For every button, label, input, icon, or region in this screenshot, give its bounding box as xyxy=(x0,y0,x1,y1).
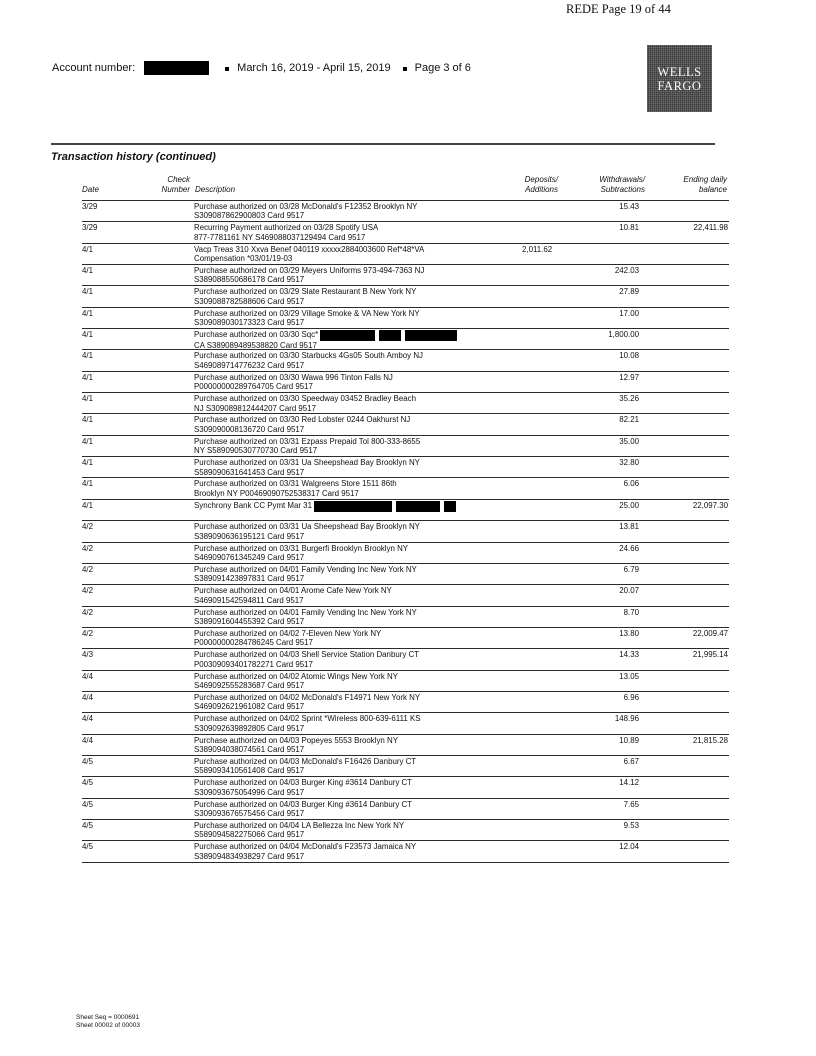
description-line-1-text: Purchase authorized on 03/30 Wawa 996 Tinton Falls NJ xyxy=(194,372,393,382)
row-date: 4/1 xyxy=(82,458,93,468)
row-withdrawal: 32.80 xyxy=(619,458,639,468)
table-row xyxy=(82,222,729,243)
table-row xyxy=(82,777,729,798)
table-row xyxy=(82,436,729,457)
row-date: 4/2 xyxy=(82,586,93,596)
row-withdrawal: 7.65 xyxy=(623,799,639,809)
row-date: 4/1 xyxy=(82,394,93,404)
row-withdrawal: 242.03 xyxy=(614,266,639,276)
table-row xyxy=(82,585,729,606)
description-line-1 xyxy=(194,223,494,232)
description-line-1 xyxy=(194,330,494,341)
row-withdrawal: 14.33 xyxy=(619,650,639,660)
section-title: Transaction history (continued) xyxy=(51,151,216,163)
row-description xyxy=(194,245,494,264)
description-line-1-text: Purchase authorized on 03/30 Sqc* xyxy=(194,330,319,340)
col-deposits-2: Additions xyxy=(525,185,558,194)
col-balance-1: Ending daily xyxy=(683,175,727,184)
description-line-2: S589093410561408 Card 9517 xyxy=(194,766,305,776)
description-line-1-text: Purchase authorized on 04/02 McDonald's F14971 New York NY xyxy=(194,692,421,702)
row-withdrawal: 8.70 xyxy=(623,607,639,617)
row-date: 4/3 xyxy=(82,650,93,660)
description-line-1-text: Purchase authorized on 04/03 Burger King #3614 Danbury CT xyxy=(194,799,413,809)
description-line-1 xyxy=(194,586,494,595)
row-date: 4/4 xyxy=(82,735,93,745)
row-description xyxy=(194,586,494,605)
description-line-2: S309093675054996 Card 9517 xyxy=(194,787,305,797)
description-line-2: Compensation *03/01/19-03 xyxy=(194,254,293,264)
row-date: 4/5 xyxy=(82,778,93,788)
row-date: 4/1 xyxy=(82,436,93,446)
row-description xyxy=(194,437,494,456)
table-row xyxy=(82,265,729,286)
row-withdrawal: 27.89 xyxy=(619,287,639,297)
row-withdrawal: 12.04 xyxy=(619,842,639,852)
row-description xyxy=(194,330,494,350)
description-line-1 xyxy=(194,544,494,553)
table-row xyxy=(82,841,729,862)
table-row xyxy=(82,350,729,371)
table-row xyxy=(82,200,729,222)
row-date: 4/1 xyxy=(82,244,93,254)
description-line-1-text: Purchase authorized on 03/28 McDonald's F12352 Brooklyn NY xyxy=(194,202,418,211)
description-line-1 xyxy=(194,351,494,360)
description-line-1 xyxy=(194,650,494,659)
bullet-icon xyxy=(225,67,229,71)
description-line-1-text: Purchase authorized on 04/02 Atomic Wings New York NY xyxy=(194,671,398,681)
row-withdrawal: 12.97 xyxy=(619,372,639,382)
description-line-1 xyxy=(194,415,494,424)
wells-fargo-logo xyxy=(647,45,712,112)
redaction-bar xyxy=(444,501,456,512)
row-date: 4/1 xyxy=(82,500,93,510)
table-row xyxy=(82,735,729,756)
description-line-2: S469092621961082 Card 9517 xyxy=(194,702,305,712)
row-withdrawal: 10.89 xyxy=(619,735,639,745)
table-header xyxy=(51,175,727,199)
row-withdrawal: 82.21 xyxy=(619,415,639,425)
description-line-2: S469091542594811 Card 9517 xyxy=(194,595,304,605)
table-row xyxy=(82,521,729,542)
description-line-1 xyxy=(194,757,494,766)
description-line-1-text: Purchase authorized on 03/30 Speedway 03452 Bradley Beach xyxy=(194,394,416,404)
description-line-1-text: Purchase authorized on 03/29 Slate Restaurant B New York NY xyxy=(194,287,417,297)
description-line-1 xyxy=(194,693,494,702)
row-description xyxy=(194,415,494,434)
description-line-1 xyxy=(194,522,494,531)
description-line-1-text: Purchase authorized on 03/31 Ua Sheepshead Bay Brooklyn NY xyxy=(194,458,420,468)
row-date: 4/4 xyxy=(82,692,93,702)
description-line-2: S389091604455392 Card 9517 xyxy=(194,616,305,626)
table-row xyxy=(82,286,729,307)
account-label: Account number: xyxy=(52,62,136,74)
redaction-bar xyxy=(379,330,401,341)
row-description xyxy=(194,522,494,541)
row-description xyxy=(194,479,494,498)
table-row xyxy=(82,372,729,393)
row-withdrawal: 14.12 xyxy=(619,778,639,788)
row-deposit: 2,011.62 xyxy=(522,244,553,254)
row-description xyxy=(194,821,494,840)
table-row xyxy=(82,713,729,734)
description-line-2: S469089714776232 Card 9517 xyxy=(194,360,305,370)
description-line-1 xyxy=(194,373,494,382)
logo-line-2: FARGO xyxy=(657,78,702,93)
description-line-2: Brooklyn NY P00469090752538317 Card 9517 xyxy=(194,488,359,498)
row-date: 4/5 xyxy=(82,756,93,766)
row-date: 4/5 xyxy=(82,799,93,809)
table-row xyxy=(82,649,729,670)
row-withdrawal: 15.43 xyxy=(619,202,639,211)
table-row xyxy=(82,329,729,350)
sheet-seq: Sheet Seq = 0000691 xyxy=(76,1014,140,1021)
description-line-1-text: Purchase authorized on 04/01 Arome Cafe New York NY xyxy=(194,586,392,596)
account-header xyxy=(52,61,471,75)
row-date: 4/2 xyxy=(82,564,93,574)
description-line-2: CA S389089489538820 Card 9517 xyxy=(194,341,317,351)
description-line-1-text: Purchase authorized on 03/29 Village Smoke & VA New York NY xyxy=(194,308,420,318)
table-row xyxy=(82,756,729,777)
logo-line-1: WELLS xyxy=(657,64,702,79)
description-line-1 xyxy=(194,629,494,638)
description-line-1-text: Purchase authorized on 04/04 LA Bellezza Inc New York NY xyxy=(194,820,405,830)
bullet-icon xyxy=(403,67,407,71)
row-description xyxy=(194,629,494,648)
row-description xyxy=(194,501,494,512)
row-withdrawal: 13.80 xyxy=(619,628,639,638)
col-balance-2: balance xyxy=(698,185,727,194)
row-date: 4/1 xyxy=(82,330,93,340)
row-date: 4/4 xyxy=(82,671,93,681)
description-line-1-text: Purchase authorized on 03/29 Meyers Uniforms 973-494-7363 NJ xyxy=(194,266,425,276)
col-withdrawals-2: Subtractions xyxy=(600,185,645,194)
description-line-2: S469092555283687 Card 9517 xyxy=(194,680,305,690)
row-description xyxy=(194,778,494,797)
description-line-1-text: Purchase authorized on 03/31 Ezpass Prepaid Tol 800-333-8655 xyxy=(194,436,421,446)
sheet-count: Sheet 00002 of 00003 xyxy=(76,1022,140,1029)
description-line-1 xyxy=(194,437,494,446)
description-line-1-text: Purchase authorized on 04/03 Burger King #3614 Danbury CT xyxy=(194,778,413,788)
description-line-1-text: Purchase authorized on 04/02 7-Eleven New York NY xyxy=(194,628,382,638)
row-balance: 22,097.30 xyxy=(692,500,728,510)
col-date: Date xyxy=(82,185,99,194)
row-withdrawal: 24.66 xyxy=(619,543,639,553)
redaction-bar xyxy=(405,330,457,341)
description-line-2: S309093676575456 Card 9517 xyxy=(194,809,305,819)
description-line-2: S589094582275066 Card 9517 xyxy=(194,830,305,840)
row-description xyxy=(194,693,494,712)
description-line-2: S389094038074561 Card 9517 xyxy=(194,745,305,754)
row-description xyxy=(194,266,494,285)
row-description xyxy=(194,373,494,392)
row-withdrawal: 35.26 xyxy=(619,394,639,404)
description-line-2: NJ S309089812444207 Card 9517 xyxy=(194,403,316,413)
redaction-bar xyxy=(396,501,440,512)
description-line-1 xyxy=(194,309,494,318)
description-line-1 xyxy=(194,736,494,745)
description-line-2: S309090008136720 Card 9517 xyxy=(194,424,305,434)
row-date: 4/1 xyxy=(82,372,93,382)
row-description xyxy=(194,800,494,819)
row-withdrawal: 35.00 xyxy=(619,436,639,446)
redaction-bar xyxy=(314,501,392,512)
row-description xyxy=(194,202,494,221)
row-date: 3/29 xyxy=(82,223,98,233)
row-date: 4/1 xyxy=(82,479,93,489)
row-balance: 21,815.28 xyxy=(692,735,728,745)
row-withdrawal: 25.00 xyxy=(619,500,639,510)
row-withdrawal: 1,800.00 xyxy=(608,330,639,340)
row-withdrawal: 13.81 xyxy=(619,522,639,532)
row-description xyxy=(194,223,494,242)
row-date: 4/1 xyxy=(82,308,93,318)
table-row xyxy=(82,414,729,435)
description-line-1 xyxy=(194,778,494,787)
description-line-1-text: Recurring Payment authorized on 03/28 Spotify USA xyxy=(194,223,379,233)
row-description xyxy=(194,458,494,477)
description-line-2: S309088782588606 Card 9517 xyxy=(194,296,305,306)
table-row xyxy=(82,607,729,628)
row-date: 4/2 xyxy=(82,628,93,638)
row-withdrawal: 17.00 xyxy=(619,308,639,318)
row-date: 4/1 xyxy=(82,266,93,276)
description-line-1 xyxy=(194,501,494,512)
row-description xyxy=(194,650,494,669)
description-line-2: S309087862900803 Card 9517 xyxy=(194,211,305,221)
description-line-1 xyxy=(194,608,494,617)
description-line-1-text: Purchase authorized on 04/03 Popeyes 5553 Brooklyn NY xyxy=(194,735,398,745)
sheet-footer xyxy=(76,1014,140,1030)
description-line-2: P00000000289764705 Card 9517 xyxy=(194,382,313,392)
rede-page-label: REDE Page 19 of 44 xyxy=(566,2,671,16)
description-line-2: S309089030173323 Card 9517 xyxy=(194,318,305,328)
row-withdrawal: 6.96 xyxy=(623,692,639,702)
description-line-2: P00000000284786245 Card 9517 xyxy=(194,638,313,648)
row-withdrawal: 13.05 xyxy=(619,671,639,681)
table-row xyxy=(82,564,729,585)
description-line-2: P00309093401782271 Card 9517 xyxy=(194,659,313,669)
statement-period: March 16, 2019 - April 15, 2019 xyxy=(237,62,391,74)
description-line-2: S389090636195121 Card 9517 xyxy=(194,531,305,541)
description-line-2: S389091423897831 Card 9517 xyxy=(194,574,305,584)
description-line-1-text: Purchase authorized on 04/04 McDonald's F23573 Jamaica NY xyxy=(194,842,417,852)
description-line-1-text: Purchase authorized on 04/01 Family Vending Inc New York NY xyxy=(194,564,417,574)
page-indicator: Page 3 of 6 xyxy=(414,62,471,74)
description-line-2: S389094834938297 Card 9517 xyxy=(194,851,305,861)
row-withdrawal: 10.08 xyxy=(619,351,639,361)
description-line-1 xyxy=(194,821,494,830)
row-description xyxy=(194,714,494,733)
description-line-1-text: Purchase authorized on 04/03 McDonald's F16426 Danbury CT xyxy=(194,756,417,766)
row-withdrawal: 6.67 xyxy=(623,756,639,766)
row-date: 4/2 xyxy=(82,543,93,553)
description-line-1 xyxy=(194,245,494,254)
description-line-2: S309092639892805 Card 9517 xyxy=(194,723,305,733)
description-line-1 xyxy=(194,287,494,296)
row-date: 4/1 xyxy=(82,415,93,425)
row-balance: 22,411.98 xyxy=(693,223,728,233)
row-withdrawal: 9.53 xyxy=(623,820,639,830)
description-line-1-text: Purchase authorized on 03/31 Ua Sheepshead Bay Brooklyn NY xyxy=(194,522,420,532)
row-date: 4/5 xyxy=(82,820,93,830)
row-description xyxy=(194,565,494,584)
row-balance: 21,995.14 xyxy=(692,650,728,660)
description-line-1-text: Purchase authorized on 04/02 Sprint *Wireless 800-639-6111 KS xyxy=(194,714,421,724)
row-date: 3/29 xyxy=(82,202,98,211)
transaction-table xyxy=(82,200,729,863)
description-line-1 xyxy=(194,266,494,275)
description-line-2: NY S589090530770730 Card 9517 xyxy=(194,446,318,456)
description-line-1-text: Purchase authorized on 04/03 Shell Service Station Danbury CT xyxy=(194,650,420,660)
description-line-1 xyxy=(194,394,494,403)
row-date: 4/4 xyxy=(82,714,93,724)
description-line-1-text: Purchase authorized on 04/01 Family Vending Inc New York NY xyxy=(194,607,417,617)
table-row xyxy=(82,500,729,521)
table-row xyxy=(82,244,729,265)
row-description xyxy=(194,351,494,370)
row-description xyxy=(194,736,494,755)
description-line-2: S589090631641453 Card 9517 xyxy=(194,467,305,477)
row-date: 4/5 xyxy=(82,842,93,852)
row-date: 4/1 xyxy=(82,287,93,297)
account-number-redaction xyxy=(144,61,209,75)
description-line-1-text: Purchase authorized on 03/31 Walgreens Store 1511 86th xyxy=(194,479,397,489)
row-withdrawal: 148.96 xyxy=(614,714,639,724)
description-line-1-text: Purchase authorized on 03/30 Starbucks 4Gs05 South Amboy NJ xyxy=(194,351,423,361)
col-withdrawals-1: Withdrawals/ xyxy=(599,175,645,184)
col-deposits-1: Deposits/ xyxy=(524,175,558,184)
row-withdrawal: 10.81 xyxy=(619,223,639,233)
section-divider xyxy=(51,143,715,145)
description-line-1-text: Purchase authorized on 03/31 Burgerfi Brooklyn Brooklyn NY xyxy=(194,543,409,553)
redaction-bar xyxy=(320,330,375,341)
row-description xyxy=(194,287,494,306)
description-line-1 xyxy=(194,672,494,681)
col-description: Description xyxy=(195,185,236,194)
description-line-1 xyxy=(194,458,494,467)
table-row xyxy=(82,393,729,414)
row-withdrawal: 6.06 xyxy=(623,479,639,489)
description-line-1-text: Purchase authorized on 03/30 Red Lobster 0244 Oakhurst NJ xyxy=(194,415,411,425)
row-description xyxy=(194,394,494,413)
description-line-1 xyxy=(194,842,494,851)
row-withdrawal: 20.07 xyxy=(619,586,639,596)
description-line-2: S389088550686178 Card 9517 xyxy=(194,275,305,285)
table-row xyxy=(82,671,729,692)
row-date: 4/2 xyxy=(82,607,93,617)
description-line-1 xyxy=(194,565,494,574)
description-line-1-text: Synchrony Bank CC Pymt Mar 31 xyxy=(194,500,312,510)
row-withdrawal: 6.79 xyxy=(623,564,639,574)
description-line-1-text: Vacp Treas 310 Xxva Benef 040119 xxxxx2884003600 Ref*48*VA xyxy=(194,244,425,254)
description-line-2: 877-7781161 NY S469088037129494 Card 9517 xyxy=(194,232,366,242)
col-check-2: Number xyxy=(161,185,190,194)
table-row xyxy=(82,820,729,841)
row-description xyxy=(194,309,494,328)
description-line-1 xyxy=(194,479,494,488)
row-description xyxy=(194,842,494,861)
table-row xyxy=(82,543,729,564)
description-line-1 xyxy=(194,714,494,723)
description-line-2: S469090761345249 Card 9517 xyxy=(194,552,305,562)
row-description xyxy=(194,608,494,627)
row-date: 4/1 xyxy=(82,351,93,361)
description-line-1 xyxy=(194,800,494,809)
row-description xyxy=(194,672,494,691)
row-balance: 22,009.47 xyxy=(692,628,728,638)
description-line-1 xyxy=(194,202,494,211)
table-row xyxy=(82,478,729,499)
col-check-1: Check xyxy=(167,175,190,184)
table-row xyxy=(82,457,729,478)
table-row xyxy=(82,628,729,649)
table-row xyxy=(82,799,729,820)
table-row xyxy=(82,308,729,329)
row-description xyxy=(194,544,494,563)
table-row xyxy=(82,692,729,713)
row-date: 4/2 xyxy=(82,522,93,532)
row-description xyxy=(194,757,494,776)
